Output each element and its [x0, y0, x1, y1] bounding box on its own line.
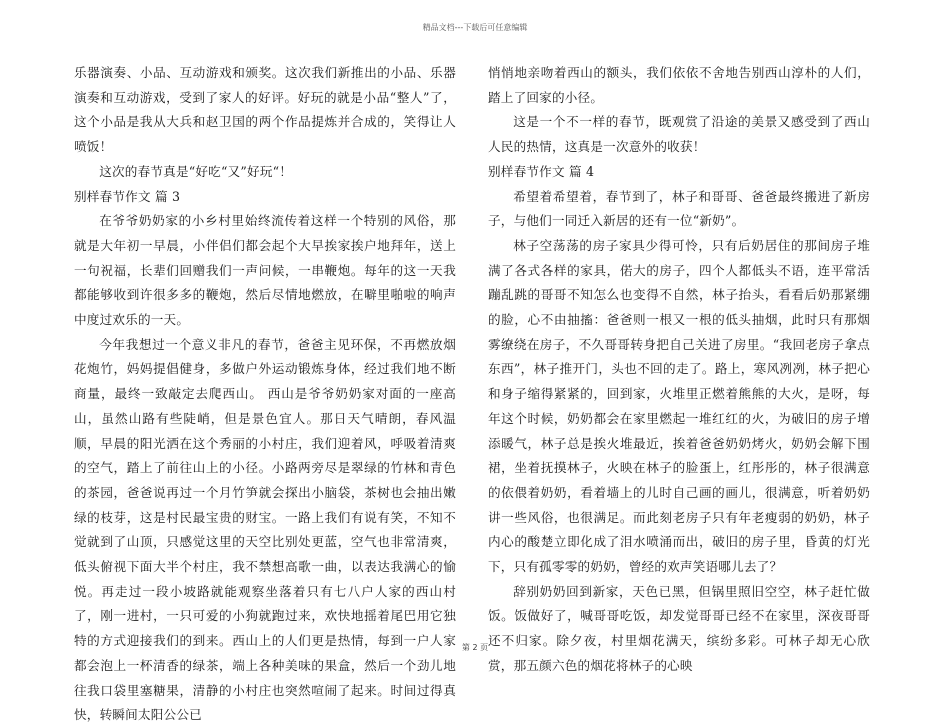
- paragraph: 这是一个不一样的春节，既观赏了沿途的美景又感受到了西山人民的热情，这真是一次意外的收获！: [488, 114, 870, 155]
- left-column: [74, 61, 456, 728]
- paragraph: 辞别奶奶回到新家，天色已黑，但锅里照旧空空，林子赶忙做饭。饭做好了，喊哥哥吃饭，却发觉哥哥已经不在家里，深夜哥哥还不归家。除夕夜，村里烟花满天，缤纷多彩。可林子却无心欣赏，那五颜六色的烟花将林子的心映: [488, 583, 870, 673]
- paragraph: 希望着希望着，春节到了，林子和哥哥、爸爸最终搬进了新房子，与他们一同迁入新居的还有一位“新奶”。: [488, 188, 870, 229]
- page-header: 精品文档---下载后可任意编辑: [422, 23, 528, 32]
- paragraph: 在爷爷奶奶家的小乡村里始终流传着这样一个特别的风俗，那就是大年初一早晨，小伴侣们都会起个大早挨家挨户地拜年，送上一句祝福，长辈们回赠我们一声问候，一串鞭炮。每年的这一天我都能够收到许很多多的鞭炮，然后尽情地燃放，在噼里啪啦的响声中度过欢乐的一天。: [74, 213, 456, 328]
- page-footer: 第 2 页: [461, 643, 489, 652]
- paragraph: 林子空荡荡的房子家具少得可怜，只有后奶居住的那间房子堆满了各式各样的家具，偌大的房子，四个人都低头不语，连平常活蹦乱跳的哥哥不知怎么也变得不自然，林子抬头，看看后奶那紧绷的脸，心不由抽搐：爸爸则一根又一根的低头抽烟，此时只有那烟雾缭绕在房子，不久哥哥转身把自己关进了房里。“我回老房子拿点东西”，林子推开门，头也不回的走了。路上，寒风冽冽，林子把心和身子缩得紧紧的，回到家，火堆里正燃着熊熊的大火，是呀，每年这个时候，奶奶都会在家里燃起一堆红红的火，为破旧的房子增添暖气，林子总是挨火堆最近，挨着爸爸奶奶烤火，奶奶会解下围裙，坐着抚摸林子，火映在林子的脸蛋上，红彤彤的，林子很满意的依偎着奶奶，看着墙上的儿时自己画的画儿，很满意，听着奶奶讲一些风俗，也很满足。而此刻老房子只有年老瘦弱的奶奶，林子内心的酸楚立即化成了泪水喷涌而出，破旧的房子里，昏黄的灯光下，只有孤零零的奶奶，曾经的欢声笑语哪儿去了？: [488, 237, 870, 575]
- paragraph: 悄悄地亲吻着西山的额头，我们依依不舍地告别西山淳朴的人们，踏上了回家的小径。: [488, 65, 870, 105]
- section-heading: 别样春节作文 篇 4: [488, 163, 595, 179]
- paragraph: 乐器演奏、小品、互动游戏和颁奖。这次我们新推出的小品、乐器演奏和互动游戏，受到了家人的好评。好玩的就是小品“整人”了，这个小品是我从大兵和赵卫国的两个作品提炼并合成的，笑得让人喷饭！: [74, 65, 456, 155]
- paragraph: 这次的春节真是“好吃“又”好玩“！: [99, 163, 293, 179]
- paragraph: 今年我想过一个意义非凡的春节，爸爸主见环保，不再燃放烟花炮竹，妈妈提倡健身，多做户外运动锻炼身体，经过我们地不断商量，最终一致敲定去爬西山。 西山是爷爷奶奶家对面的一座高山，虽然山路有些陡峭，但是景色宜人。那日天气晴朗，春风温顺，早晨的阳光洒在这个秀丽的小村庄，我们迎着风，呼吸着清爽的空气，踏上了前往山上的小径。小路两旁尽是翠绿的竹林和青色的茶园，爸爸说再过一个月竹笋就会探出小脑袋，茶树也会抽出嫩绿的枝芽，这是村民最宝贵的财宝。一路上我们有说有笑，不知不觉就到了山顶，只感觉这里的天空比别处更蓝，空气也非常清爽，低头俯视下面大半个村庄，我不禁想高歌一曲，以表达我满心的愉悦。再走过一段小坡路就能观察坐落着只有七八户人家的西山村了，刚一进村，一只可爱的小狗就跑过来，欢快地摇着尾巴用它独特的方式迎接我们的到来。西山上的人们更是热情，每到一户人家都会泡上一杯清香的绿茶，端上各种美味的果盒，然后一个劲儿地往我口袋里塞糖果，清静的小村庄也突然喧闹了起来。时间过得真快，转瞬间太阳公公已: [74, 336, 456, 723]
- section-heading: 别样春节作文 篇 3: [74, 188, 181, 204]
- right-column: [488, 61, 870, 679]
